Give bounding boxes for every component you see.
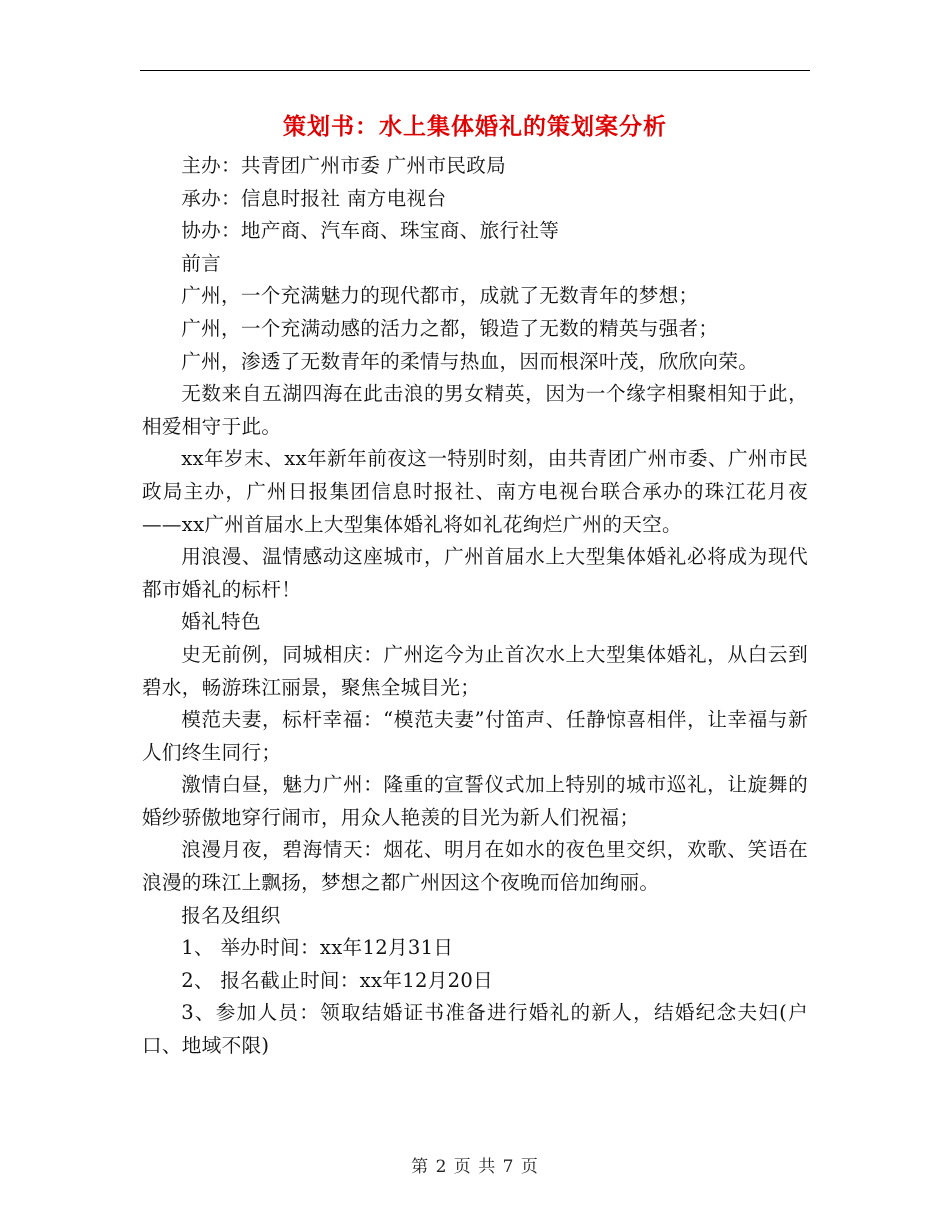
- document-title: 策划书：水上集体婚礼的策划案分析: [283, 114, 667, 140]
- document-body: [142, 150, 808, 1063]
- list-item-event-date: 1、 举办时间：xx年12月31日: [181, 936, 454, 960]
- paragraph-feature-4: 浪漫月夜，碧海情天：烟花、明月在如水的夜色里交织，欢歌、笑语在浪漫的珠江上飘扬，梦想之都广州因这个夜晚而倍加绚丽。: [142, 838, 808, 895]
- paragraph-organizer: 主办：共青团广州市委 广州市民政局: [181, 154, 507, 177]
- list-item-participants: 3、参加人员：领取结婚证书准备进行婚礼的新人，结婚纪念夫妇(户口、地域不限): [142, 1001, 808, 1058]
- paragraph-preface-5: xx年岁末、xx年新年前夜这一特别时刻，由共青团广州市委、广州市民政局主办，广州日报集团信息时报社、南方电视台联合承办的珠江花月夜——xx广州首届水上大型集体婚礼将如礼花绚烂广州的天空。: [142, 447, 808, 536]
- section-heading-preface: 前言: [181, 251, 221, 275]
- paragraph-preface-6: 用浪漫、温情感动这座城市，广州首届水上大型集体婚礼必将成为现代都市婚礼的标杆！: [142, 545, 808, 601]
- paragraph-undertaker: 承办：信息时报社 南方电视台: [181, 186, 447, 210]
- page-footer: 第 2 页 共 7 页: [411, 1157, 539, 1177]
- header-rule: [140, 70, 810, 71]
- paragraph-feature-3: 激情白昼，魅力广州：隆重的宣誓仪式加上特别的城市巡礼，让旋舞的婚纱骄傲地穿行闹市，用众人艳羡的目光为新人们祝福；: [142, 773, 808, 829]
- paragraph-preface-4: 无数来自五湖四海在此击浪的男女精英，因为一个缘字相聚相知于此，相爱相守于此。: [142, 382, 808, 438]
- section-heading-registration: 报名及组织: [181, 903, 281, 927]
- paragraph-feature-2: 模范夫妻，标杆幸福：“模范夫妻”付笛声、任静惊喜相伴，让幸福与新人们终生同行；: [142, 708, 808, 764]
- section-heading-features: 婚礼特色: [181, 610, 261, 634]
- paragraph-preface-2: 广州，一个充满动感的活力之都，锻造了无数的精英与强者；: [181, 316, 719, 340]
- list-item-deadline: 2、 报名截止时间：xx年12月20日: [181, 968, 494, 992]
- paragraph-preface-1: 广州，一个充满魅力的现代都市，成就了无数青年的梦想；: [181, 284, 699, 308]
- paragraph-co-organizer: 协办：地产商、汽车商、珠宝商、旅行社等: [181, 219, 560, 243]
- paragraph-feature-1: 史无前例，同城相庆：广州迄今为止首次水上大型集体婚礼，从白云到碧水，畅游珠江丽景，聚焦全城目光；: [142, 642, 808, 699]
- paragraph-preface-3: 广州，渗透了无数青年的柔情与热血，因而根深叶茂，欣欣向荣。: [181, 349, 759, 373]
